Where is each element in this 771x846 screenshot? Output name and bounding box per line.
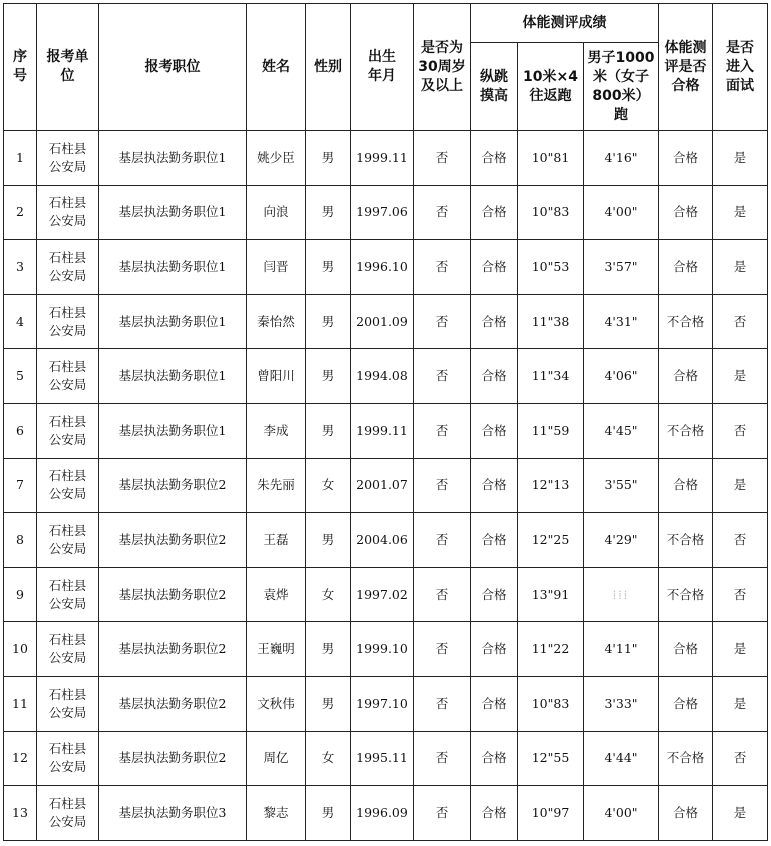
cell-unit: 石柱县 公安局: [37, 786, 99, 841]
cell-jump: 合格: [471, 131, 518, 186]
cell-birth: 1997.06: [351, 185, 414, 240]
header-shuttle: 10米×4 往返跑: [518, 43, 584, 131]
cell-birth: 1996.09: [351, 786, 414, 841]
cell-name: 袁烨: [247, 567, 306, 622]
cell-position: 基层执法勤务职位1: [99, 240, 247, 295]
table-row: [4, 131, 768, 186]
header-position: 报考职位: [99, 4, 247, 131]
cell-jump: 合格: [471, 676, 518, 731]
cell-position: 基层执法勤务职位2: [99, 513, 247, 568]
cell-over30: 否: [414, 731, 471, 786]
header-run: 男子1000 米（女子 800米） 跑: [584, 43, 659, 131]
cell-run: 3'57": [584, 240, 659, 295]
cell-fitness-pass: 合格: [659, 185, 713, 240]
cell-gender: 男: [306, 185, 351, 240]
cell-gender: 男: [306, 240, 351, 295]
header-interview: 是否 进入 面试: [713, 4, 768, 131]
cell-seq: 5: [4, 349, 37, 404]
cell-shuttle: 10"83: [518, 185, 584, 240]
cell-position: 基层执法勤务职位1: [99, 131, 247, 186]
cell-over30: 否: [414, 458, 471, 513]
cell-fitness-pass: 不合格: [659, 403, 713, 458]
table-row: [4, 458, 768, 513]
cell-shuttle: 10"83: [518, 676, 584, 731]
cell-position: 基层执法勤务职位2: [99, 567, 247, 622]
cell-run: 4'00": [584, 786, 659, 841]
cell-fitness-pass: 合格: [659, 349, 713, 404]
cell-gender: 男: [306, 786, 351, 841]
table-row: [4, 240, 768, 295]
cell-birth: 2004.06: [351, 513, 414, 568]
cell-fitness-pass: 不合格: [659, 294, 713, 349]
cell-name: 朱先丽: [247, 458, 306, 513]
cell-birth: 1996.10: [351, 240, 414, 295]
cell-shuttle: 11"59: [518, 403, 584, 458]
cell-birth: 1995.11: [351, 731, 414, 786]
cell-run: 3'33": [584, 676, 659, 731]
cell-jump: 合格: [471, 458, 518, 513]
cell-gender: 男: [306, 294, 351, 349]
cell-position: 基层执法勤务职位2: [99, 676, 247, 731]
cell-interview: 是: [713, 622, 768, 677]
cell-run: 3'55": [584, 458, 659, 513]
cell-birth: 1999.11: [351, 131, 414, 186]
cell-jump: 合格: [471, 513, 518, 568]
cell-unit: 石柱县 公安局: [37, 513, 99, 568]
cell-run: 4'44": [584, 731, 659, 786]
cell-name: 秦怡然: [247, 294, 306, 349]
cell-interview: 否: [713, 731, 768, 786]
cell-gender: 女: [306, 731, 351, 786]
cell-birth: 1999.10: [351, 622, 414, 677]
cell-seq: 13: [4, 786, 37, 841]
cell-interview: 否: [713, 567, 768, 622]
cell-jump: 合格: [471, 622, 518, 677]
cell-over30: 否: [414, 185, 471, 240]
cell-position: 基层执法勤务职位1: [99, 403, 247, 458]
cell-shuttle: 11"34: [518, 349, 584, 404]
header-seq: 序 号: [4, 4, 37, 131]
cell-jump: 合格: [471, 240, 518, 295]
cell-run: 4'16": [584, 131, 659, 186]
cell-interview: 否: [713, 403, 768, 458]
cell-over30: 否: [414, 567, 471, 622]
cell-run-obscured: ⁞⁞⁞: [584, 567, 659, 622]
cell-shuttle: 11"22: [518, 622, 584, 677]
cell-seq: 10: [4, 622, 37, 677]
cell-seq: 2: [4, 185, 37, 240]
header-gender: 性别: [306, 4, 351, 131]
cell-interview: 是: [713, 131, 768, 186]
table-row: [4, 185, 768, 240]
cell-over30: 否: [414, 240, 471, 295]
cell-seq: 8: [4, 513, 37, 568]
cell-seq: 11: [4, 676, 37, 731]
cell-name: 李成: [247, 403, 306, 458]
cell-over30: 否: [414, 676, 471, 731]
cell-interview: 是: [713, 786, 768, 841]
header-unit: 报考单 位: [37, 4, 99, 131]
cell-seq: 12: [4, 731, 37, 786]
cell-unit: 石柱县 公安局: [37, 458, 99, 513]
header-name: 姓名: [247, 4, 306, 131]
cell-gender: 男: [306, 403, 351, 458]
cell-position: 基层执法勤务职位2: [99, 622, 247, 677]
cell-interview: 否: [713, 294, 768, 349]
cell-fitness-pass: 合格: [659, 786, 713, 841]
cell-run: 4'11": [584, 622, 659, 677]
cell-seq: 9: [4, 567, 37, 622]
cell-over30: 否: [414, 786, 471, 841]
cell-name: 王巍明: [247, 622, 306, 677]
cell-shuttle: 10"53: [518, 240, 584, 295]
cell-jump: 合格: [471, 786, 518, 841]
cell-jump: 合格: [471, 403, 518, 458]
header-jump: 纵跳 摸高: [471, 43, 518, 131]
table-row: [4, 786, 768, 841]
cell-shuttle: 12"55: [518, 731, 584, 786]
table-row: [4, 622, 768, 677]
cell-fitness-pass: 合格: [659, 622, 713, 677]
cell-interview: 是: [713, 458, 768, 513]
cell-interview: 否: [713, 513, 768, 568]
table-row: [4, 567, 768, 622]
cell-unit: 石柱县 公安局: [37, 622, 99, 677]
cell-position: 基层执法勤务职位2: [99, 731, 247, 786]
cell-position: 基层执法勤务职位1: [99, 294, 247, 349]
cell-name: 文秋伟: [247, 676, 306, 731]
cell-seq: 3: [4, 240, 37, 295]
cell-name: 闫晋: [247, 240, 306, 295]
cell-gender: 女: [306, 458, 351, 513]
cell-over30: 否: [414, 294, 471, 349]
table-row: [4, 513, 768, 568]
cell-unit: 石柱县 公安局: [37, 349, 99, 404]
cell-jump: 合格: [471, 185, 518, 240]
cell-run: 4'31": [584, 294, 659, 349]
cell-jump: 合格: [471, 294, 518, 349]
table-row: [4, 349, 768, 404]
cell-unit: 石柱县 公安局: [37, 240, 99, 295]
cell-seq: 6: [4, 403, 37, 458]
cell-name: 曾阳川: [247, 349, 306, 404]
cell-fitness-pass: 不合格: [659, 731, 713, 786]
cell-interview: 是: [713, 240, 768, 295]
cell-fitness-pass: 合格: [659, 240, 713, 295]
cell-position: 基层执法勤务职位3: [99, 786, 247, 841]
cell-interview: 是: [713, 185, 768, 240]
cell-run: 4'06": [584, 349, 659, 404]
cell-unit: 石柱县 公安局: [37, 131, 99, 186]
cell-jump: 合格: [471, 567, 518, 622]
cell-name: 向浪: [247, 185, 306, 240]
header-birth: 出生 年月: [351, 4, 414, 131]
table-row: [4, 731, 768, 786]
cell-unit: 石柱县 公安局: [37, 294, 99, 349]
cell-unit: 石柱县 公安局: [37, 676, 99, 731]
cell-name: 黎志: [247, 786, 306, 841]
cell-birth: 1997.10: [351, 676, 414, 731]
cell-jump: 合格: [471, 349, 518, 404]
cell-fitness-pass: 合格: [659, 458, 713, 513]
cell-run: 4'00": [584, 185, 659, 240]
cell-seq: 1: [4, 131, 37, 186]
cell-name: 王磊: [247, 513, 306, 568]
cell-over30: 否: [414, 513, 471, 568]
cell-over30: 否: [414, 622, 471, 677]
cell-jump: 合格: [471, 731, 518, 786]
cell-position: 基层执法勤务职位1: [99, 185, 247, 240]
cell-over30: 否: [414, 131, 471, 186]
cell-birth: 2001.09: [351, 294, 414, 349]
results-table: [3, 3, 768, 841]
cell-fitness-pass: 合格: [659, 131, 713, 186]
cell-birth: 1994.08: [351, 349, 414, 404]
table-row: [4, 403, 768, 458]
cell-gender: 女: [306, 567, 351, 622]
cell-unit: 石柱县 公安局: [37, 185, 99, 240]
cell-gender: 男: [306, 513, 351, 568]
cell-fitness-pass: 不合格: [659, 567, 713, 622]
header-fitness-group: 体能测评成绩: [471, 4, 659, 43]
cell-name: 姚少臣: [247, 131, 306, 186]
header-row-1: [4, 4, 768, 43]
cell-gender: 男: [306, 676, 351, 731]
cell-seq: 4: [4, 294, 37, 349]
header-fitness-pass: 体能测 评是否 合格: [659, 4, 713, 131]
table-row: [4, 676, 768, 731]
cell-fitness-pass: 不合格: [659, 513, 713, 568]
cell-shuttle: 12"13: [518, 458, 584, 513]
cell-gender: 男: [306, 131, 351, 186]
cell-interview: 是: [713, 349, 768, 404]
cell-shuttle: 10"81: [518, 131, 584, 186]
cell-interview: 是: [713, 676, 768, 731]
cell-over30: 否: [414, 349, 471, 404]
cell-position: 基层执法勤务职位1: [99, 349, 247, 404]
header-over30: 是否为 30周岁 及以上: [414, 4, 471, 131]
cell-shuttle: 12"25: [518, 513, 584, 568]
cell-unit: 石柱县 公安局: [37, 403, 99, 458]
cell-run: 4'45": [584, 403, 659, 458]
cell-birth: 2001.07: [351, 458, 414, 513]
cell-position: 基层执法勤务职位2: [99, 458, 247, 513]
cell-gender: 男: [306, 349, 351, 404]
table-body: [4, 131, 768, 841]
cell-seq: 7: [4, 458, 37, 513]
cell-shuttle: 13"91: [518, 567, 584, 622]
cell-unit: 石柱县 公安局: [37, 567, 99, 622]
cell-run: 4'29": [584, 513, 659, 568]
cell-name: 周亿: [247, 731, 306, 786]
cell-unit: 石柱县 公安局: [37, 731, 99, 786]
cell-gender: 男: [306, 622, 351, 677]
cell-shuttle: 10"97: [518, 786, 584, 841]
cell-fitness-pass: 合格: [659, 676, 713, 731]
cell-birth: 1997.02: [351, 567, 414, 622]
cell-shuttle: 11"38: [518, 294, 584, 349]
cell-birth: 1999.11: [351, 403, 414, 458]
cell-over30: 否: [414, 403, 471, 458]
table-row: [4, 294, 768, 349]
